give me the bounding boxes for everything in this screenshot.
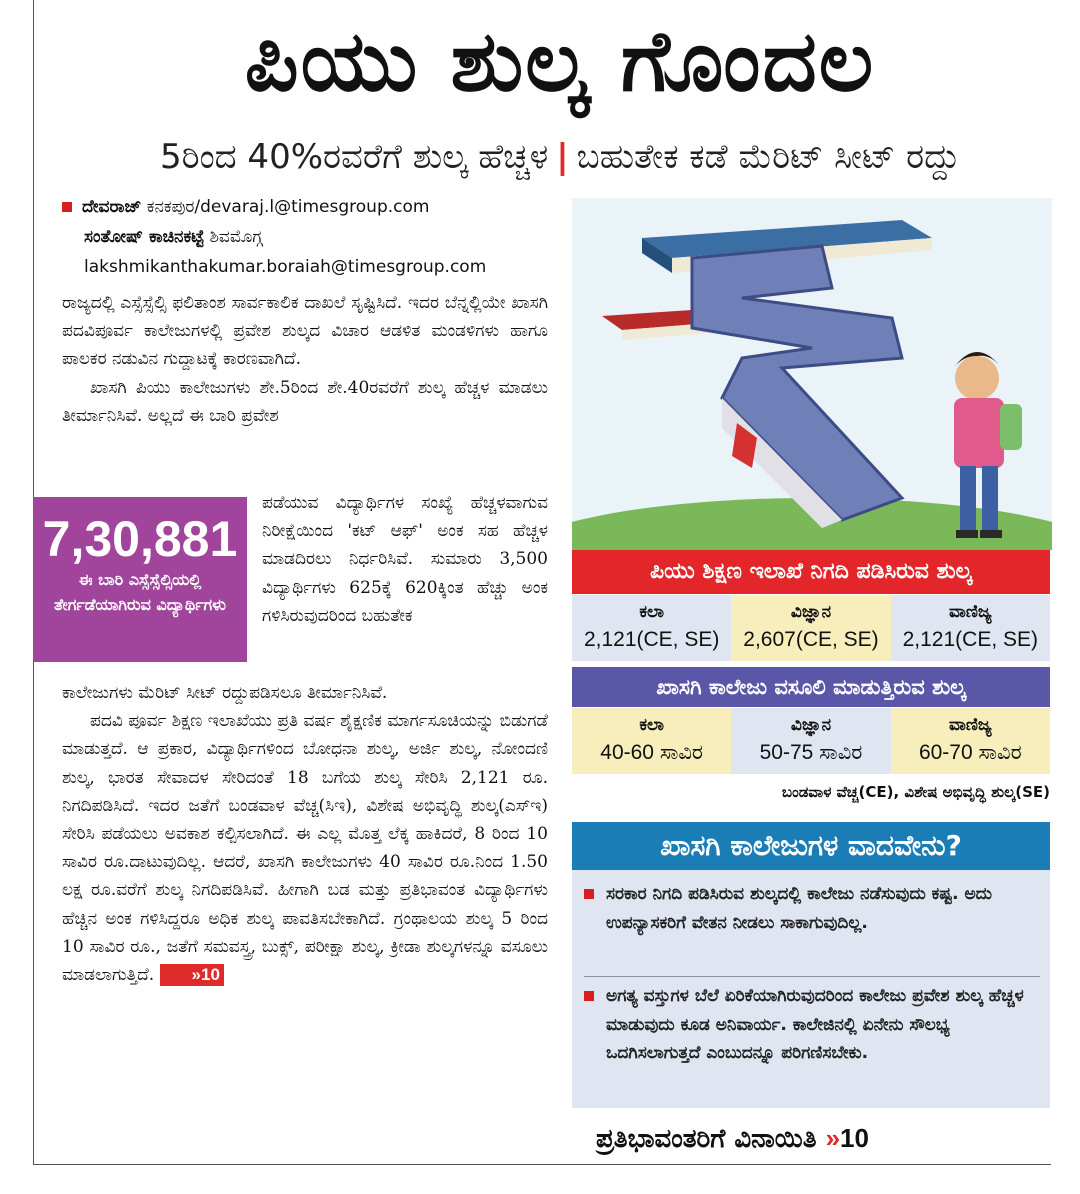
continued-page-link[interactable]: »10 bbox=[160, 964, 224, 986]
fee-label: ವಾಣಿಜ್ಯ bbox=[948, 602, 992, 622]
private-fee-title: ಖಾಸಗಿ ಕಾಲೇಜು ವಸೂಲಿ ಮಾಡುತ್ತಿರುವ ಶುಲ್ಕ bbox=[572, 667, 1050, 707]
subheadline bbox=[40, 130, 1080, 184]
article-paragraph-2a: ಖಾಸಗಿ ಪಿಯು ಕಾಲೇಜುಗಳು ಶೇ.5ರಿಂದ ಶೇ.40ರವರೆಗೆ ಶುಲ್ಕ ಹೆಚ್ಚಳ ಮಾಡಲು ತೀರ್ಮಾನಿಸಿವೆ. ಅಲ್ಲದೆ ಈ ಬಾರಿ ಪ್ರವೇಶ bbox=[62, 377, 548, 426]
claim-text: ಸರಕಾರ ನಿಗದಿ ಪಡಿಸಿರುವ ಶುಲ್ಕದಲ್ಲಿ ಕಾಲೇಜು ನಡೆಸುವುದು ಕಷ್ಟ. ಅದು ಉಪನ್ಯಾಸಕರಿಗೆ ವೇತನ ನೀಡಲು ಸಾಕಾಗುವುದಿಲ್ಲ. bbox=[606, 884, 993, 933]
private-fee-arts bbox=[572, 708, 731, 774]
fee-label: ವಾಣಿಜ್ಯ bbox=[948, 715, 992, 735]
byline-bullet bbox=[62, 202, 72, 212]
fee-value: 2,607(CE, SE) bbox=[743, 628, 879, 651]
bullet-icon bbox=[584, 889, 594, 899]
colleges-claim-box bbox=[572, 870, 1050, 1108]
fee-value: 2,121(CE, SE) bbox=[583, 628, 720, 651]
fee-value: 40-60 ಸಾವಿರ bbox=[600, 741, 704, 764]
fee-value: 50-75 ಸಾವಿರ bbox=[759, 741, 863, 764]
related-story-page: 10 bbox=[840, 1123, 869, 1153]
govt-fee-science bbox=[731, 595, 890, 661]
govt-fee-arts bbox=[572, 595, 731, 661]
page-border-bottom bbox=[33, 1164, 1051, 1165]
colleges-claim-title: ಖಾಸಗಿ ಕಾಲೇಜುಗಳ ವಾದವೇನು? bbox=[572, 822, 1050, 870]
fee-footnote: ಬಂಡವಾಳ ವೆಚ್ಚ(CE), ವಿಶೇಷ ಅಭಿವೃದ್ಧಿ ಶುಲ್ಕ(SE) bbox=[781, 783, 1050, 801]
fee-value: 60-70 ಸಾವಿರ bbox=[918, 741, 1022, 764]
stat-number: 7,30,881 bbox=[42, 511, 238, 567]
private-fee-commerce bbox=[891, 708, 1050, 774]
article-paragraph-3: ಪದವಿ ಪೂರ್ವ ಶಿಕ್ಷಣ ಇಲಾಖೆಯು ಪ್ರತಿ ವರ್ಷ ಶೈಕ್ಷಣಿಕ ಮಾರ್ಗಸೂಚಿಯನ್ನು ಬಿಡುಗಡೆ ಮಾಡುತ್ತದೆ. ಆ ಪ್ರಕಾರ, ವಿದ್ಯಾರ್ಥಿಗಳಿಂದ ಬೋಧನಾ ಶುಲ್ಕ, ಅರ್ಜಿ ಶುಲ್ಕ, ನೋಂದಣಿ ಶುಲ್ಕ, ಭಾರತ ಸೇವಾದಳ ಸೇರಿದಂತೆ 18 ಬಗೆಯ ಶುಲ್ಕ ಸೇರಿಸಿ 2,121 ರೂ. ನಿಗದಿಪಡಿಸಿದೆ. ಇದರ ಜತೆಗೆ ಬಂಡವಾಳ ವೆಚ್ಚ(ಸಿಇ), ವಿಶೇಷ ಅಭಿವೃದ್ಧಿ ಶುಲ್ಕ(ಎಸ್‌ಇ) ಸೇರಿಸಿ ಪಡೆಯಲು ಅವಕಾಶ ಕಲ್ಪಿಸಲಾಗಿದೆ. ಈ ಎಲ್ಲ ಮೊತ್ತ ಲೆಕ್ಕ ಹಾಕಿದರೆ, 8 ರಿಂದ 10 ಸಾವಿರ ರೂ.ದಾಟುವುದಿಲ್ಲ. ಆದರೆ, ಖಾಸಗಿ ಕಾಲೇಜುಗಳು 40 ಸಾವಿರ ರೂ.ನಿಂದ 1.50 ಲಕ್ಷ ರೂ.ವರೆಗೆ ಶುಲ್ಕ ನಿಗದಿಪಡಿಸಿವೆ. ಹೀಗಾಗಿ ಬಡ ಮತ್ತು ಪ್ರತಿಭಾವಂತ ವಿದ್ಯಾರ್ಥಿಗಳು ಹೆಚ್ಚಿನ ಅಂಕ ಗಳಿಸಿದ್ದರೂ ಅಧಿಕ ಶುಲ್ಕ ಪಾವತಿಸಬೇಕಾಗಿದೆ. ಗ್ರಂಥಾಲಯ ಶುಲ್ಕ 5 ರಿಂದ 10 ಸಾವಿರ ರೂ., ಜತೆಗೆ ಸಮವಸ್ತ್ರ, ಬುಕ್ಸ್, ಪರೀಕ್ಷಾ ಶುಲ್ಕ, ಕ್ರೀಡಾ ಶುಲ್ಕಗಳನ್ನೂ ವಸೂಲು ಮಾಡಲಾಗುತ್ತಿದೆ. bbox=[62, 711, 548, 986]
fee-label: ವಿಜ್ಞಾನ bbox=[790, 602, 832, 622]
subhead-left: 5ರಿಂದ 40%ರವರೆಗೆ ಶುಲ್ಕ ಹೆಚ್ಚಳ bbox=[160, 137, 549, 177]
author2-place: ಶಿವಮೊಗ್ಗ bbox=[204, 227, 263, 247]
author1-name: ದೇವರಾಜ್ bbox=[82, 197, 142, 217]
author1-place: ಕನಕಪುರ/devaraj.l@timesgroup.com bbox=[141, 197, 430, 217]
article-paragraph-2b: ಪಡೆಯುವ ವಿದ್ಯಾರ್ಥಿಗಳ ಸಂಖ್ಯೆ ಹೆಚ್ಚಳವಾಗುವ ನಿರೀಕ್ಷೆಯಿಂದ 'ಕಟ್ ಆಫ್' ಅಂಕ ಸಹ ಹೆಚ್ಚಳ ಮಾಡದಿರಲು ನಿರ್ಧರಿಸಿವೆ. ಸುಮಾರು 3,500 ವಿದ್ಯಾರ್ಥಿಗಳು 625ಕ್ಕೆ 620ಕ್ಕಿಂತ ಹೆಚ್ಚು ಅಂಕ ಗಳಿಸಿರುವುದರಿಂದ ಬಹುತೇಕ bbox=[262, 493, 548, 626]
claim-item bbox=[584, 880, 1040, 937]
illustration-rupee-books bbox=[572, 198, 1052, 550]
fee-label: ವಿಜ್ಞಾನ bbox=[790, 715, 832, 735]
subhead-separator: | bbox=[556, 137, 569, 177]
private-fee-row bbox=[572, 708, 1050, 774]
headline: ಪಿಯು ಶುಲ್ಕ ಗೊಂದಲ bbox=[244, 12, 876, 110]
stat-caption: ಈ ಬಾರಿ ಎಸ್ಸೆಸ್ಸೆಲ್ಸಿಯಲ್ಲಿ ತೇರ್ಗಡೆಯಾಗಿರುವ ವಿದ್ಯಾರ್ಥಿಗಳು bbox=[53, 570, 226, 614]
claim-divider bbox=[584, 976, 1040, 977]
article-column-bottom bbox=[62, 679, 548, 1149]
stat-box bbox=[33, 497, 247, 662]
claim-text: ಅಗತ್ಯ ವಸ್ತುಗಳ ಬೆಲೆ ಏರಿಕೆಯಾಗಿರುವುದರಿಂದ ಕಾಲೇಜು ಪ್ರವೇಶ ಶುಲ್ಕ ಹೆಚ್ಚಳ ಮಾಡುವುದು ಕೂಡ ಅನಿವಾರ್ಯ. ಕಾಲೇಜಿನಲ್ಲಿ ಏನೇನು ಸೌಲಭ್ಯ ಒದಗಿಸಲಾಗುತ್ತದೆ ಎಂಬುದನ್ನೂ ಪರಿಗಣಿಸಬೇಕು. bbox=[606, 986, 1024, 1063]
author2-email: lakshmikanthakumar.boraiah@timesgroup.com bbox=[84, 257, 487, 277]
related-story-text: ಪ್ರತಿಭಾವಂತರಿಗೆ ವಿನಾಯಿತಿ bbox=[596, 1124, 826, 1154]
fee-label: ಕಲಾ bbox=[639, 602, 664, 622]
private-fee-science bbox=[731, 708, 890, 774]
subhead-right: ಬಹುತೇಕ ಕಡೆ ಮೆರಿಟ್ ಸೀಟ್ ರದ್ದು bbox=[576, 137, 960, 177]
bullet-icon bbox=[584, 991, 594, 1001]
author2-name: ಸಂತೋಷ್ ಕಾಚಿನಕಟ್ಟೆ bbox=[84, 227, 205, 247]
fee-value: 2,121(CE, SE) bbox=[902, 628, 1039, 651]
illustration-graphic bbox=[572, 198, 1052, 550]
article-column-top bbox=[62, 289, 548, 430]
article-paragraph-1: ರಾಜ್ಯದಲ್ಲಿ ಎಸ್ಸೆಸ್ಸೆಲ್ಸಿ ಫಲಿತಾಂಶ ಸಾರ್ವಕಾಲಿಕ ದಾಖಲೆ ಸೃಷ್ಟಿಸಿದೆ. ಇದರ ಬೆನ್ನಲ್ಲಿಯೇ ಖಾಸಗಿ ಪದವಿಪೂರ್ವ ಕಾಲೇಜುಗಳಲ್ಲಿ ಪ್ರವೇಶ ಶುಲ್ಕದ ವಿಚಾರ ಆಡಳಿತ ಮಂಡಳಿಗಳು ಹಾಗೂ ಪಾಲಕರ ನಡುವಿನ ಗುದ್ದಾಟಕ್ಕೆ ಕಾರಣವಾಗಿದೆ. bbox=[62, 293, 548, 370]
govt-fee-row bbox=[572, 595, 1050, 661]
related-story-link[interactable] bbox=[596, 1118, 869, 1159]
double-chevron-icon: » bbox=[825, 1123, 841, 1153]
byline bbox=[62, 192, 562, 282]
govt-fee-commerce bbox=[891, 595, 1050, 661]
article-paragraph-2c: ಕಾಲೇಜುಗಳು ಮೆರಿಟ್ ಸೀಟ್ ರದ್ದುಪಡಿಸಲೂ ತೀರ್ಮಾನಿಸಿವೆ. bbox=[62, 683, 388, 703]
govt-fee-title: ಪಿಯು ಶಿಕ್ಷಣ ಇಲಾಖೆ ನಿಗದಿ ಪಡಿಸಿರುವ ಶುಲ್ಕ bbox=[572, 550, 1050, 594]
claim-item bbox=[584, 982, 1040, 1068]
fee-label: ಕಲಾ bbox=[639, 715, 664, 735]
